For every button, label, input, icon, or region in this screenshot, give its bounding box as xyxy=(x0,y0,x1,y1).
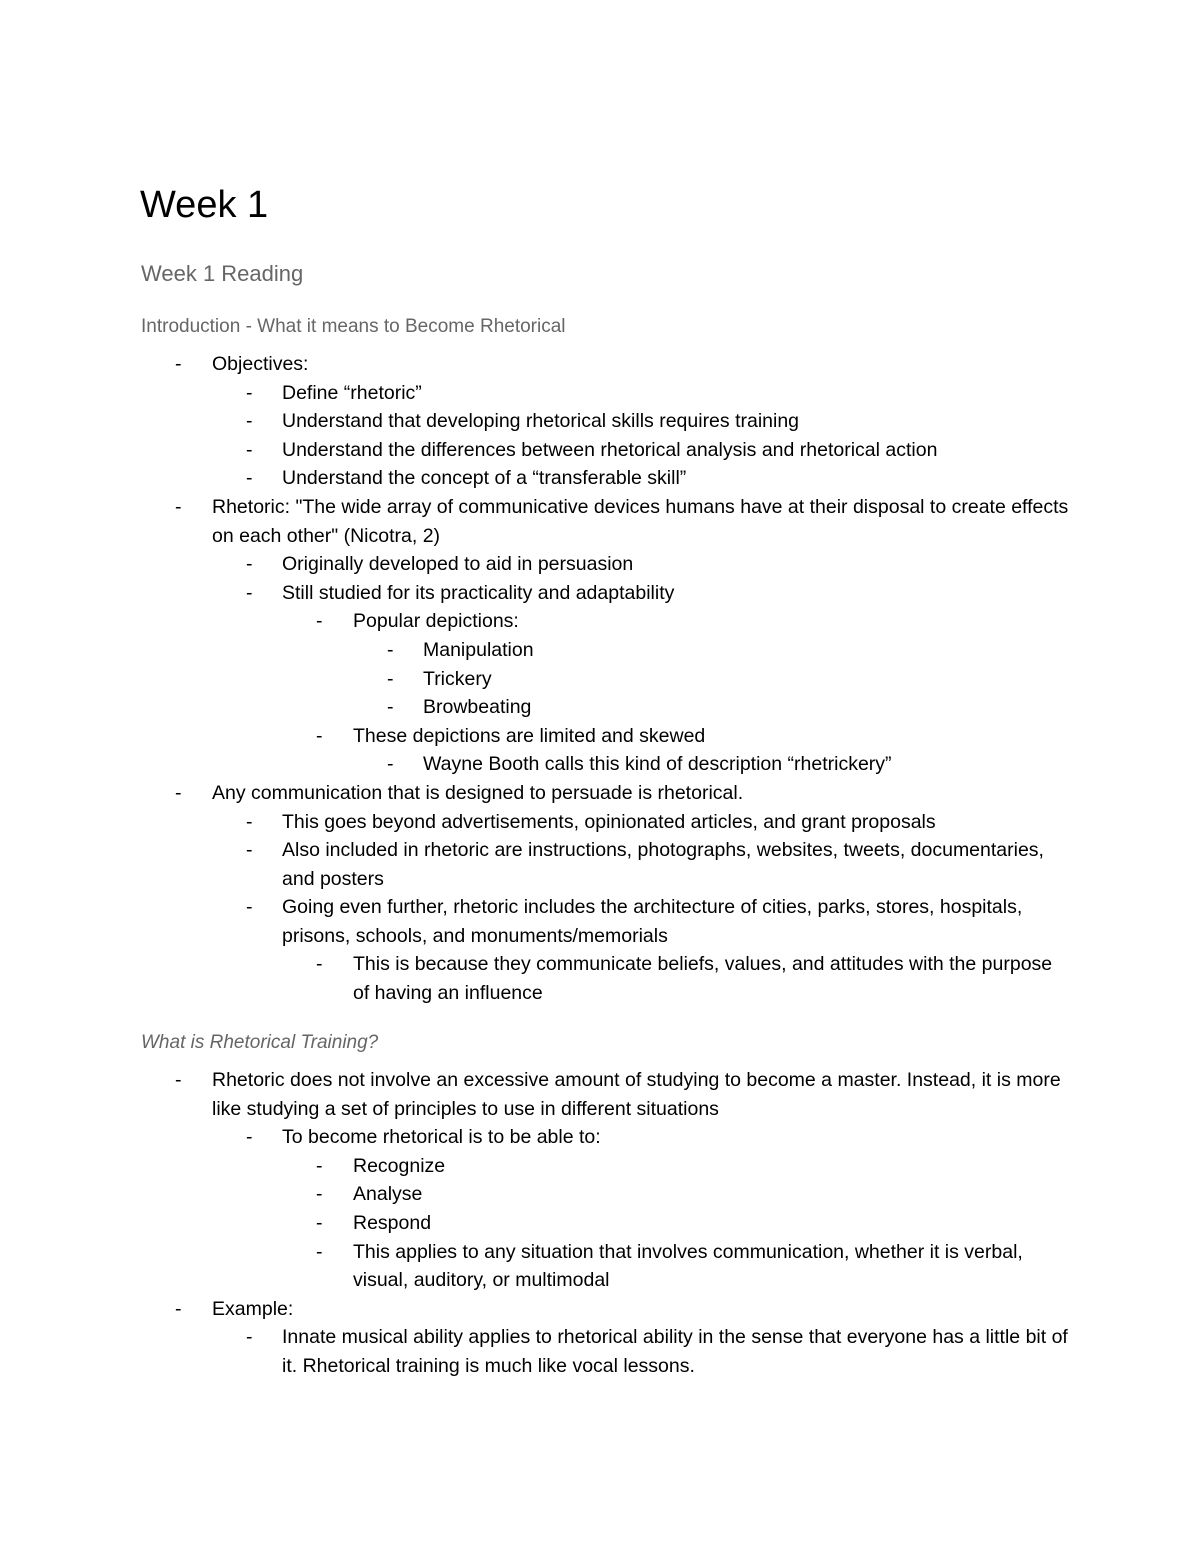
list-item xyxy=(0,579,1200,608)
bullet-dash: - xyxy=(316,1240,323,1263)
bullet-dash: - xyxy=(246,438,253,461)
list-item-text: This goes beyond advertisements, opinionated articles, and grant proposals xyxy=(282,810,936,833)
list-item-text: Innate musical ability applies to rhetorical ability in the sense that everyone has a little bit of it. Rhetorical training is much like vocal lessons. xyxy=(282,1326,1068,1377)
list-item-text: Still studied for its practicality and adaptability xyxy=(282,581,675,604)
bullet-dash: - xyxy=(387,638,394,661)
list-item-text: Define “rhetoric” xyxy=(282,381,422,404)
list-item-text: These depictions are limited and skewed xyxy=(353,724,706,747)
list-item-text: Trickery xyxy=(423,667,492,690)
list-item xyxy=(0,808,1200,837)
page-subtitle: Week 1 Reading xyxy=(141,261,304,286)
bullet-dash: - xyxy=(316,724,323,747)
list-item-text: Understand the concept of a “transferable skill” xyxy=(282,467,687,490)
list-item-text: Any communication that is designed to persuade is rhetorical. xyxy=(212,781,744,804)
list-item xyxy=(0,1295,1200,1324)
list-item xyxy=(0,836,1200,893)
bullet-dash: - xyxy=(387,696,394,719)
list-item xyxy=(0,1323,1200,1380)
bullet-dash: - xyxy=(246,381,253,404)
list-item-text: Also included in rhetoric are instructions, photographs, websites, tweets, documentaries, and posters xyxy=(282,839,1044,890)
list-item xyxy=(0,665,1200,694)
list-item xyxy=(0,1238,1200,1295)
list-item-text: Going even further, rhetoric includes the architecture of cities, parks, stores, hospitals, prisons, schools, and monuments/memorials xyxy=(282,896,1023,947)
list-item xyxy=(0,379,1200,408)
bullet-dash: - xyxy=(316,1154,323,1177)
list-item-text: Understand that developing rhetorical skills requires training xyxy=(282,410,800,433)
bullet-dash: - xyxy=(246,896,253,919)
list-item-text: Analyse xyxy=(353,1183,423,1206)
bullet-dash: - xyxy=(246,810,253,833)
page-title: Week 1 xyxy=(140,184,269,226)
list-item-text: Objectives: xyxy=(212,353,309,375)
list-item xyxy=(0,893,1200,950)
list-item-text: Understand the differences between rhetorical analysis and rhetorical action xyxy=(282,438,938,461)
bullet-dash: - xyxy=(387,667,394,690)
list-item-text: Manipulation xyxy=(423,638,534,661)
bullet-dash: - xyxy=(246,839,253,862)
bullet-dash: - xyxy=(316,1183,323,1206)
list-item xyxy=(0,436,1200,465)
list-item-text: Example: xyxy=(212,1297,294,1320)
list-item-text: This is because they communicate beliefs, values, and attitudes with the purpose of having an influence xyxy=(353,953,1053,1005)
bullet-dash: - xyxy=(175,353,182,375)
list-item xyxy=(0,350,1200,379)
section-heading-rhetorical-training: What is Rhetorical Training? xyxy=(141,1032,379,1053)
bullet-dash: - xyxy=(316,1211,323,1234)
list-item xyxy=(0,1152,1200,1181)
section-heading-introduction: Introduction - What it means to Become Rhetorical xyxy=(141,316,566,337)
list-item-text: Originally developed to aid in persuasion xyxy=(282,553,634,576)
list-item xyxy=(0,722,1200,751)
list-item xyxy=(0,550,1200,579)
list-item xyxy=(0,693,1200,722)
bullet-dash: - xyxy=(246,1126,253,1149)
list-item xyxy=(0,1123,1200,1152)
list-item xyxy=(0,636,1200,665)
bullet-dash: - xyxy=(316,953,323,976)
list-item-text: Recognize xyxy=(353,1154,446,1177)
bullet-dash: - xyxy=(246,553,253,576)
rhetorical-training-bullet-list xyxy=(0,1066,1200,1381)
bullet-dash: - xyxy=(316,610,323,633)
list-item xyxy=(0,779,1200,808)
list-item xyxy=(0,750,1200,779)
list-item xyxy=(0,1209,1200,1238)
list-item xyxy=(0,407,1200,436)
list-item xyxy=(0,1180,1200,1209)
list-item xyxy=(0,1066,1200,1123)
list-item xyxy=(0,464,1200,493)
bullet-dash: - xyxy=(246,410,253,433)
introduction-bullet-list xyxy=(0,350,1200,1008)
list-item-text: Popular depictions: xyxy=(353,610,519,633)
bullet-dash: - xyxy=(246,581,253,604)
list-item-text: This applies to any situation that involves communication, whether it is verbal, visual, auditory, or multimodal xyxy=(353,1240,1023,1292)
bullet-dash: - xyxy=(175,1069,182,1091)
bullet-dash: - xyxy=(175,495,182,518)
list-item xyxy=(0,493,1200,550)
list-item-text: Browbeating xyxy=(423,696,532,719)
bullet-dash: - xyxy=(387,753,394,776)
bullet-dash: - xyxy=(246,1326,253,1349)
bullet-dash: - xyxy=(175,781,182,804)
list-item-text: Rhetoric does not involve an excessive amount of studying to become a master. Instead, it is more like studying a set of principles to use in different situations xyxy=(212,1069,1061,1120)
list-item-text: Respond xyxy=(353,1211,432,1234)
bullet-dash: - xyxy=(246,467,253,490)
list-item xyxy=(0,950,1200,1007)
list-item-text: Wayne Booth calls this kind of description “rhetrickery” xyxy=(423,753,892,776)
list-item-text: To become rhetorical is to be able to: xyxy=(282,1126,601,1149)
list-item-text: Rhetoric: "The wide array of communicative devices humans have at their disposal to create effects on each other" (Nicotra, 2) xyxy=(212,495,1069,547)
list-item xyxy=(0,607,1200,636)
bullet-dash: - xyxy=(175,1297,182,1320)
